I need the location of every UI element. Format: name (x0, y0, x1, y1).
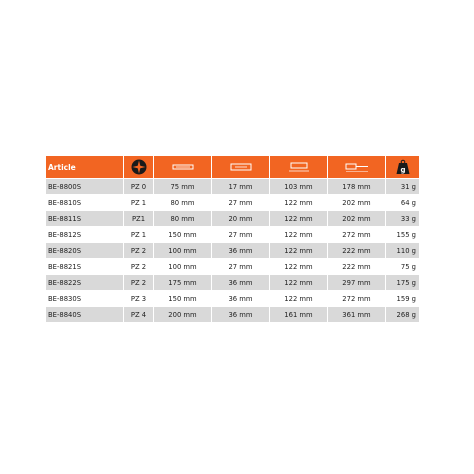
blade-length-cell: 150 mm (154, 291, 212, 307)
weight-cell: 31 g (386, 179, 420, 195)
tip-cell: PZ 2 (124, 275, 154, 291)
total-length-cell: 272 mm (328, 227, 386, 243)
table-row (46, 307, 420, 323)
weight-cell: 155 g (386, 227, 420, 243)
tip-cell: PZ 0 (124, 179, 154, 195)
total-length-cell: 361 mm (328, 307, 386, 323)
weight-cell: 175 g (386, 275, 420, 291)
total-length-cell: 202 mm (328, 195, 386, 211)
blade-diameter-cell: 27 mm (212, 195, 270, 211)
handle-length-cell: 122 mm (270, 243, 328, 259)
weight-label: g (399, 166, 406, 174)
total-length-cell: 222 mm (328, 259, 386, 275)
total-length-cell: 222 mm (328, 243, 386, 259)
article-cell: BE-8812S (46, 227, 124, 243)
pozidriv-icon (124, 156, 154, 179)
article-cell: BE-8820S (46, 243, 124, 259)
weight-cell: 33 g (386, 211, 420, 227)
article-cell: BE-8810S (46, 195, 124, 211)
table-row (46, 259, 420, 275)
weight-cell: 64 g (386, 195, 420, 211)
tip-cell: PZ 1 (124, 227, 154, 243)
handle-length-cell: 122 mm (270, 195, 328, 211)
tip-cell: PZ 2 (124, 243, 154, 259)
total-length-cell: 297 mm (328, 275, 386, 291)
weight-cell: 159 g (386, 291, 420, 307)
table-row (46, 243, 420, 259)
handle-length-cell: 122 mm (270, 259, 328, 275)
handle-length-cell: 122 mm (270, 291, 328, 307)
total-length-cell: 178 mm (328, 179, 386, 195)
blade-diameter-cell: 36 mm (212, 275, 270, 291)
tip-cell: PZ 2 (124, 259, 154, 275)
blade-length-cell: 80 mm (154, 211, 212, 227)
weight-cell: 75 g (386, 259, 420, 275)
blade-diameter-cell: 36 mm (212, 291, 270, 307)
article-cell: BE-8811S (46, 211, 124, 227)
blade-length-cell: 100 mm (154, 243, 212, 259)
article-cell: BE-8822S (46, 275, 124, 291)
table-row (46, 227, 420, 243)
tip-cell: PZ1 (124, 211, 154, 227)
total-length-cell: 202 mm (328, 211, 386, 227)
tip-cell: PZ 4 (124, 307, 154, 323)
total-length-icon (328, 156, 386, 179)
blade-diameter-cell: 27 mm (212, 259, 270, 275)
weight-cell: 110 g (386, 243, 420, 259)
tip-cell: PZ 3 (124, 291, 154, 307)
weight-icon (386, 156, 420, 179)
blade-length-cell: 150 mm (154, 227, 212, 243)
header-row (46, 156, 420, 179)
table-row (46, 291, 420, 307)
weight-cell: 268 g (386, 307, 420, 323)
blade-length-cell: 75 mm (154, 179, 212, 195)
handle-length-cell: 161 mm (270, 307, 328, 323)
article-cell: BE-8800S (46, 179, 124, 195)
blade-diameter-cell: 27 mm (212, 227, 270, 243)
handle-length-icon (270, 156, 328, 179)
tip-cell: PZ 1 (124, 195, 154, 211)
blade-diameter-cell: 20 mm (212, 211, 270, 227)
blade-diameter-icon (212, 156, 270, 179)
spec-table (45, 155, 420, 323)
article-cell: BE-8830S (46, 291, 124, 307)
blade-length-icon (154, 156, 212, 179)
table-row (46, 211, 420, 227)
blade-length-cell: 200 mm (154, 307, 212, 323)
article-cell: BE-8840S (46, 307, 124, 323)
blade-length-cell: 80 mm (154, 195, 212, 211)
blade-length-cell: 175 mm (154, 275, 212, 291)
table-row (46, 275, 420, 291)
blade-diameter-cell: 36 mm (212, 243, 270, 259)
handle-length-cell: 122 mm (270, 275, 328, 291)
blade-diameter-cell: 36 mm (212, 307, 270, 323)
table-row (46, 179, 420, 195)
handle-length-cell: 103 mm (270, 179, 328, 195)
table-row (46, 195, 420, 211)
handle-length-cell: 122 mm (270, 227, 328, 243)
article-header: Article (46, 156, 124, 179)
blade-diameter-cell: 17 mm (212, 179, 270, 195)
handle-length-cell: 122 mm (270, 211, 328, 227)
blade-length-cell: 100 mm (154, 259, 212, 275)
article-cell: BE-8821S (46, 259, 124, 275)
total-length-cell: 272 mm (328, 291, 386, 307)
